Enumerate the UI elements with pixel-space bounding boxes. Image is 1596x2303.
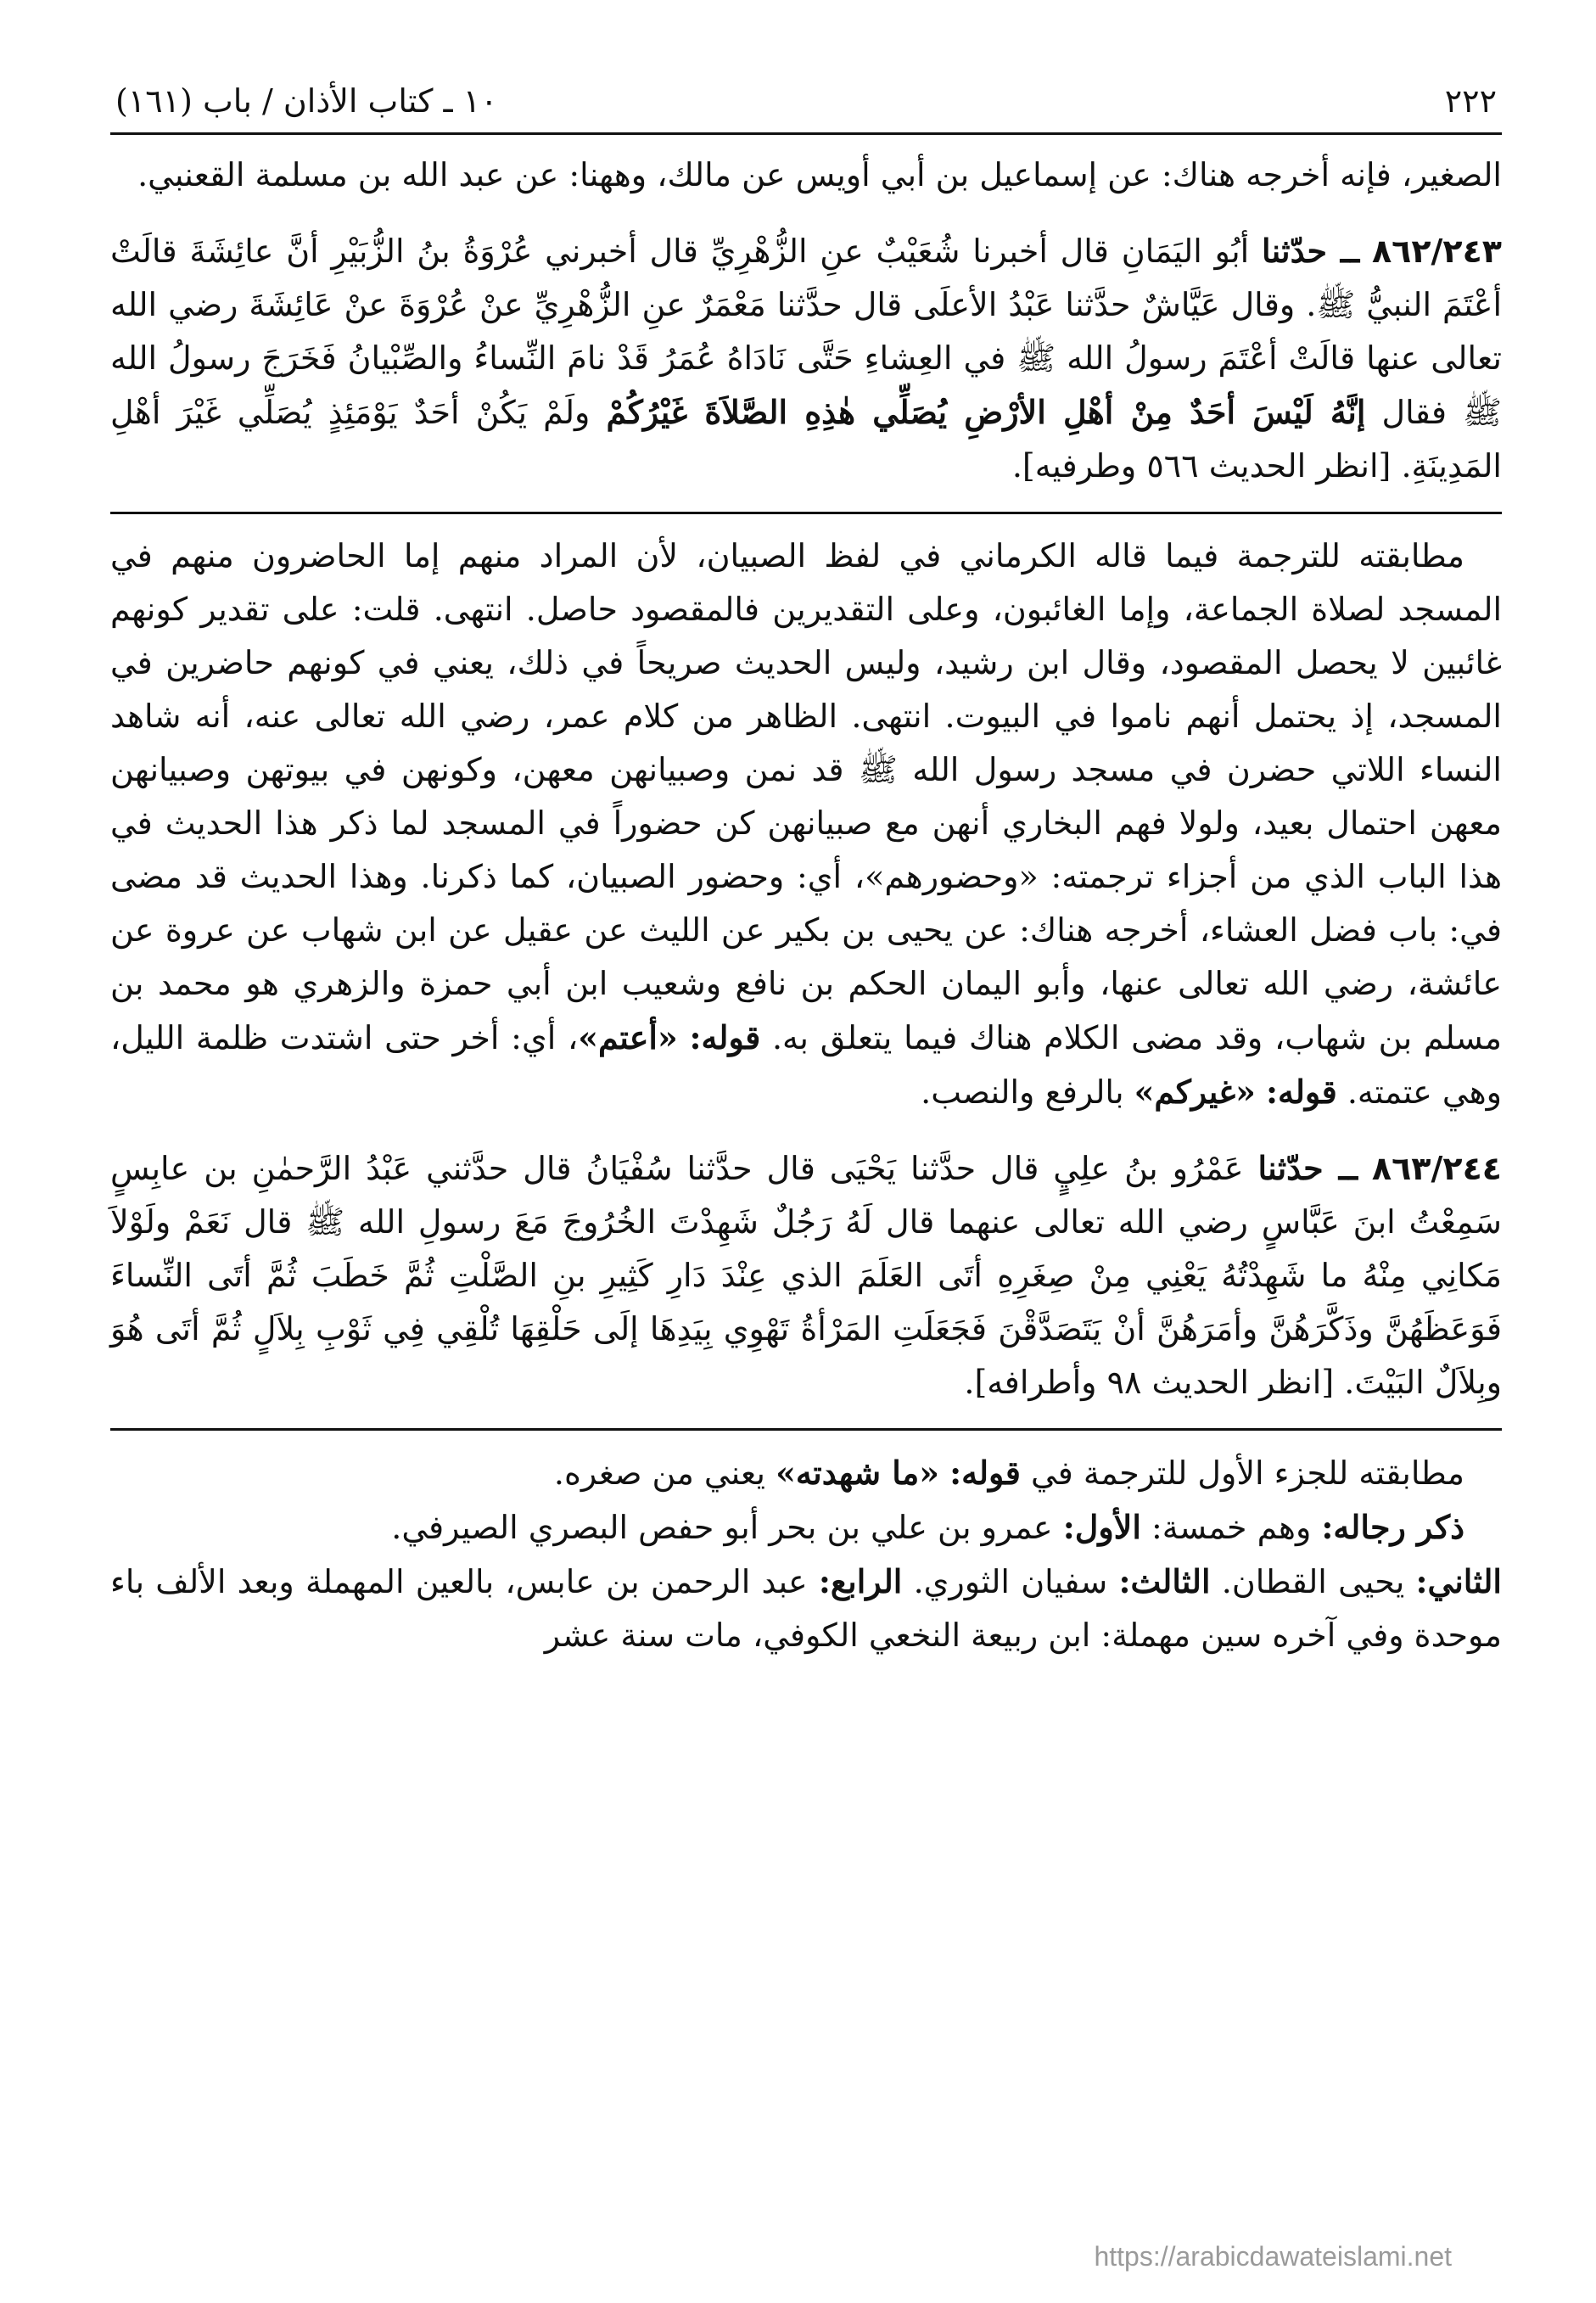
commentary-text: مطابقته للترجمة فيما قاله الكرماني في لفظ الصبيان، لأن المراد منهم إما الحاضرون منهم في المسجد لصلاة الجماعة، وإما الغائبون، وعلى التقديرين فالمقصود حاصل. انتهى. قلت: على تقدير كونهم غائبين لا يحصل المقصود، وقال ابن رشيد، وليس الحديث صريحاً في ذلك، يعني في كونهم حاضرين في المسجد، إذ يحتمل أنهم ناموا في البيوت. انتهى. الظاهر من كلام عمر، رضي الله تعالى عنه، أنه شاهد النساء اللاتي حضرن في مسجد رسول الله ﷺ قد نمن وصبيانهن معهن، وكونهن في بيوتهن وصبيانهن معهن احتمال بعيد، ولولا فهم البخاري أنهن مع صبيانهن كن حضوراً في المسجد لما ذكر هذا الحديث في هذا الباب الذي من أجزاء ترجمته: «وحضورهم»، أي: وحضور الصبيان، كما ذكرنا. وهذا الحديث قد مضى في: باب فضل العشاء، أخرجه هناك: عن يحيى بن بكير عن الليث عن عقيل عن ابن شهاب عن عروة عن عائشة، رضي الله تعالى عنها، وأبو اليمان الحكم بن نافع وشعيب ابن أبي حمزة والزهري هو محمد بن مسلم بن شهاب، وقد مضى الكلام هناك فيما يتعلق به. — [110, 537, 1502, 1056]
qawluh-label: قوله: — [1265, 1073, 1337, 1111]
qawluh-label: قوله: — [949, 1454, 1021, 1492]
quoted-word: «أعتم» — [578, 1018, 678, 1056]
hadith-lead: ــ حدّثنا — [1261, 232, 1360, 270]
intro-paragraph: الصغير، فإنه أخرجه هناك: عن إسماعيل بن أبي أويس عن مالك، وههنا: عن عبد الله بن مسلمة القعنبي. — [137, 156, 1502, 193]
match-paragraph — [110, 1446, 1502, 1500]
narrator-label: الثاني: — [1415, 1562, 1502, 1600]
narrator-text: عبد الرحمن بن عابس، بالعين المهملة وبعد الألف باء موحدة وفي آخره سين مهملة: ابن ربيعة النخعي الكوفي، مات سنة عشر — [110, 1563, 1502, 1654]
hadith-lead: ــ حدّثنا — [1257, 1149, 1358, 1187]
commentary-text: وهم خمسة: — [1151, 1509, 1312, 1546]
narrator-label: الثالث: — [1118, 1562, 1211, 1600]
narrator-label: الأول: — [1062, 1508, 1141, 1546]
quoted-word: «غيركم» — [1134, 1073, 1256, 1111]
narrator-label: الرابع: — [818, 1562, 903, 1600]
narrator-text: عمرو بن علي بن بحر أبو حفص البصري الصيرفي. — [391, 1509, 1053, 1546]
narrators-paragraph — [110, 1555, 1502, 1662]
narrator-text: يحيى القطان. — [1221, 1563, 1405, 1600]
running-title: ١٠ ـ كتاب الأذان / باب (١٦١) — [115, 82, 498, 120]
page-body — [110, 148, 1502, 1662]
page-number: ٢٢٢ — [1444, 82, 1497, 120]
rijal-paragraph — [110, 1500, 1502, 1555]
watermark-url: https://arabicdawateislami.net — [1094, 2241, 1452, 2272]
commentary-text: يعني من صغره. — [553, 1454, 765, 1492]
hadith-863-paragraph — [110, 1141, 1502, 1409]
hadith-text: ولَمْ يَكُنْ أحَدٌ يَوْمَئِذٍ يُصَلِّي غَيْرَ أهْلِ المَدِينَةِ. [انظر الحديث ٥٦٦ وطرفيه]. — [110, 394, 1502, 485]
hadith-text: أبُو اليَمَانِ قال أخبرنا شُعَيْبٌ عنِ الزُّهْرِيِّ قال أخبرني عُرْوَةُ بنُ الزُّبَيْرِ أنَّ عائِشَةَ قالَتْ أعْتَمَ النبيُّ ﷺ. وقال عَيَّاشٌ حدَّثنا عَبْدُ الأعلَى قال حدَّثنا مَعْمَرٌ عنِ الزُّهْرِيِّ عنْ عُرْوَةَ عنْ عَائِشَةَ رضي الله تعالى عنها قالَتْ أعْتَمَ رسولُ الله ﷺ في العِشاءِ حَتَّى نَادَاهُ عُمَرُ قَدْ نامَ النِّساءُ والصِّبْيانُ فَخَرَجَ رسولُ الله ﷺ فقال — [110, 233, 1503, 431]
quoted-word: «ما شهدته» — [776, 1454, 939, 1492]
hadith-863 — [110, 1141, 1502, 1431]
commentary-paragraph — [110, 530, 1502, 1119]
narrator-text: سفيان الثوري. — [913, 1563, 1108, 1600]
rijal-heading: ذكر رجاله: — [1321, 1508, 1464, 1546]
commentary-862 — [110, 530, 1502, 1119]
hadith-text: عَمْرُو بنُ علِيٍ قال حدَّثنا يَحْيَى قال حدَّثنا سُفْيَانُ قال حدَّثني عَبْدُ الرَّحمٰنِ بن عابِسٍ سَمِعْتُ ابنَ عَبَّاسٍ رضي الله تعالى عنهما قال لَهُ رَجُلٌ شَهِدْتَ الخُرُوجَ مَعَ رسولِ الله ﷺ قال نَعَمْ ولَوْلاَ مَكانِي مِنْهُ ما شَهِدْتُهُ يَعْنِي مِنْ صِغَرِهِ أتَى العَلَمَ الذي عِنْدَ دَارِ كَثِيرِ بنِ الصَّلْتِ ثُمَّ خَطَبَ ثُمَّ أتَى النِّساءَ فَوَعَظَهُنَّ وذَكَّرَهُنَّ وأمَرَهُنَّ أنْ يَتَصَدَّقْنَ فَجَعَلَتِ المَرْأةُ تَهْوِي بِيَدِهَا إلَى حَلْقِهَا تُلْقِي فِي ثَوْبِ بِلاَلٍ ثُمَّ أتَى هُوَ وبِلاَلٌ البَيْتَ. [انظر الحديث ٩٨ وأطرافه]. — [110, 1150, 1502, 1401]
page-header — [110, 78, 1502, 135]
commentary-text: مطابقته للجزء الأول للترجمة في — [1030, 1454, 1464, 1492]
commentary-text: ، أي: أخر حتى اشتدت ظلمة الليل، وهي عتمته. — [110, 1019, 1502, 1111]
hadith-number: ٨٦٢/٢٤٣ — [1371, 233, 1502, 270]
commentary-863 — [110, 1446, 1502, 1662]
book-page — [110, 78, 1502, 1662]
hadith-862-paragraph — [110, 224, 1502, 493]
commentary-text: بالرفع والنصب. — [921, 1073, 1124, 1111]
qawluh-label: قوله: — [689, 1018, 761, 1056]
hadith-862 — [110, 224, 1502, 514]
hadith-bold-text: إنَّهُ لَيْسَ أحَدٌ مِنْ أهْلِ الأرْضِ يُصَلِّي هٰذِهِ الصَّلاَةَ غَيْرُكُمْ — [606, 393, 1366, 431]
hadith-number: ٨٦٣/٢٤٤ — [1371, 1150, 1502, 1187]
